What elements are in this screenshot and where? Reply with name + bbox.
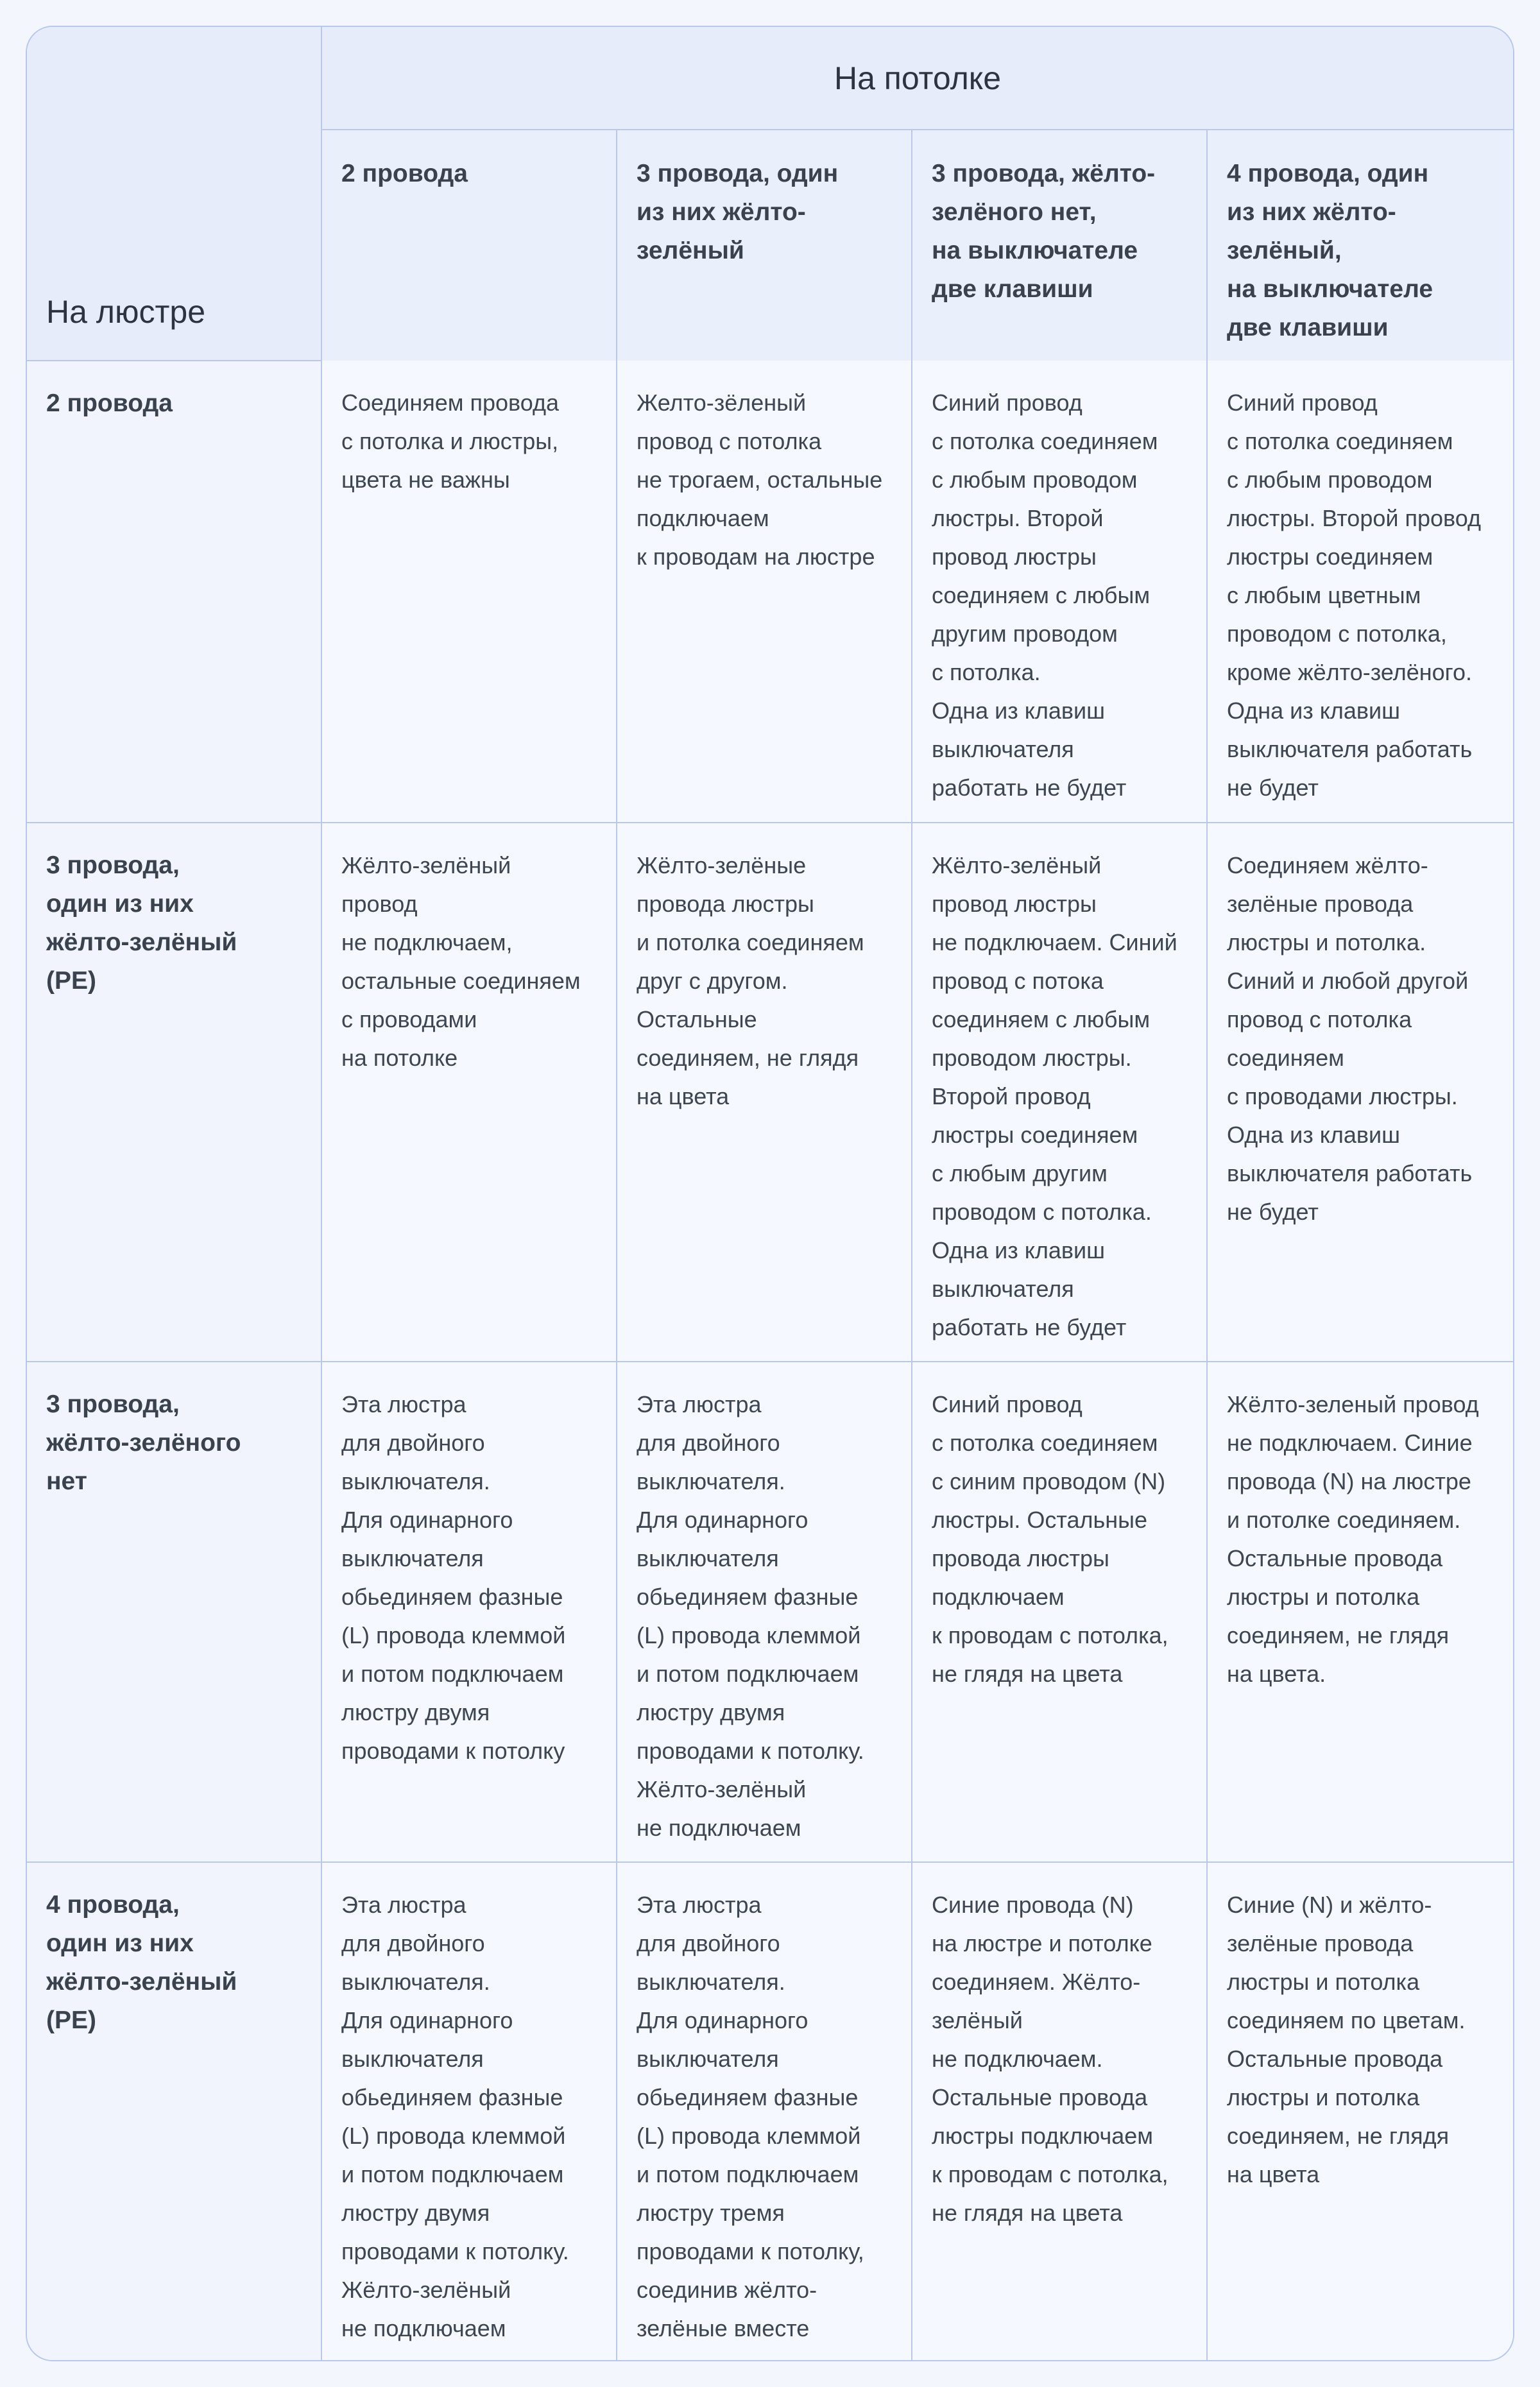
row-header: 4 провода, один из них жёлто-зелёный (PE) — [27, 1862, 321, 2361]
table-cell: Соединяем жёлто- зелёные провода люстры и потолка. Синий и любой другой провод с потолка соединяем с проводами люстры. Одна из клавиш выключателя работать не будет — [1207, 823, 1513, 1362]
column-header: 3 провода, жёлто- зелёного нет, на выключателе две клавиши — [912, 130, 1207, 361]
wiring-table — [27, 27, 1513, 2361]
table-cell: Эта люстра для двойного выключателя. Для одинарного выключателя обьединяем фазные (L) провода клеммой и потом подключаем люстру двумя проводами к потолку — [321, 1362, 617, 1862]
table-cell: Жёлто-зеленый провод не подключаем. Синие провода (N) на люстре и потолке соединяем. Остальные провода люстры и потолка соединяем, не глядя на цвета. — [1207, 1362, 1513, 1862]
column-header: 2 провода — [321, 130, 617, 361]
row-header: 2 провода — [27, 361, 321, 823]
row-header: 3 провода, один из них жёлто-зелёный (PE) — [27, 823, 321, 1362]
corner-header-chandelier: На люстре — [27, 27, 321, 361]
row-header: 3 провода, жёлто-зелёного нет — [27, 1362, 321, 1862]
group-header-ceiling: На потолке — [321, 27, 1513, 130]
table-cell: Синий провод с потолка соединяем с любым проводом люстры. Второй провод люстры соединяем с любым другим проводом с потолка. Одна из клавиш выключателя работать не будет — [912, 361, 1207, 823]
table-cell: Синие (N) и жёлто- зелёные провода люстры и потолка соединяем по цветам. Остальные провода люстры и потолка соединяем, не глядя на цвета — [1207, 1862, 1513, 2361]
table-cell: Соединяем провода с потолка и люстры, цвета не важны — [321, 361, 617, 823]
table-cell: Эта люстра для двойного выключателя. Для одинарного выключателя обьединяем фазные (L) провода клеммой и потом подключаем люстру двумя проводами к потолку. Жёлто-зелёный не подключаем — [321, 1862, 617, 2361]
column-header: 4 провода, один из них жёлто- зелёный, на выключателе две клавиши — [1207, 130, 1513, 361]
wiring-table-card — [26, 26, 1514, 2361]
table-cell: Жёлто-зелёный провод не подключаем, остальные соединяем с проводами на потолке — [321, 823, 617, 1362]
table-row — [27, 1362, 1513, 1862]
table-row — [27, 361, 1513, 823]
table-cell: Жёлто-зелёный провод люстры не подключаем. Синий провод с потока соединяем с любым проводом люстры. Второй провод люстры соединяем с любым другим проводом с потолка. Одна из клавиш выключателя работать не будет — [912, 823, 1207, 1362]
table-cell: Жёлто-зелёные провода люстры и потолка соединяем друг с другом. Остальные соединяем, не глядя на цвета — [617, 823, 912, 1362]
table-cell: Эта люстра для двойного выключателя. Для одинарного выключателя обьединяем фазные (L) провода клеммой и потом подключаем люстру тремя проводами к потолку, соединив жёлто- зелёные вместе — [617, 1862, 912, 2361]
table-cell: Желто-зёленый провод с потолка не трогаем, остальные подключаем к проводам на люстре — [617, 361, 912, 823]
table-cell: Эта люстра для двойного выключателя. Для одинарного выключателя обьединяем фазные (L) провода клеммой и потом подключаем люстру двумя проводами к потолку. Жёлто-зелёный не подключаем — [617, 1362, 912, 1862]
table-cell: Синие провода (N) на люстре и потолке соединяем. Жёлто- зелёный не подключаем. Остальные провода люстры подключаем к проводам с потолка, не глядя на цвета — [912, 1862, 1207, 2361]
column-header: 3 провода, один из них жёлто- зелёный — [617, 130, 912, 361]
table-row — [27, 823, 1513, 1362]
table-cell: Синий провод с потолка соединяем с любым проводом люстры. Второй провод люстры соединяем с любым цветным проводом с потолка, кроме жёлто-зелёного. Одна из клавиш выключателя работать не будет — [1207, 361, 1513, 823]
table-cell: Синий провод с потолка соединяем с синим проводом (N) люстры. Остальные провода люстры подключаем к проводам с потолка, не глядя на цвета — [912, 1362, 1207, 1862]
table-row — [27, 1862, 1513, 2361]
